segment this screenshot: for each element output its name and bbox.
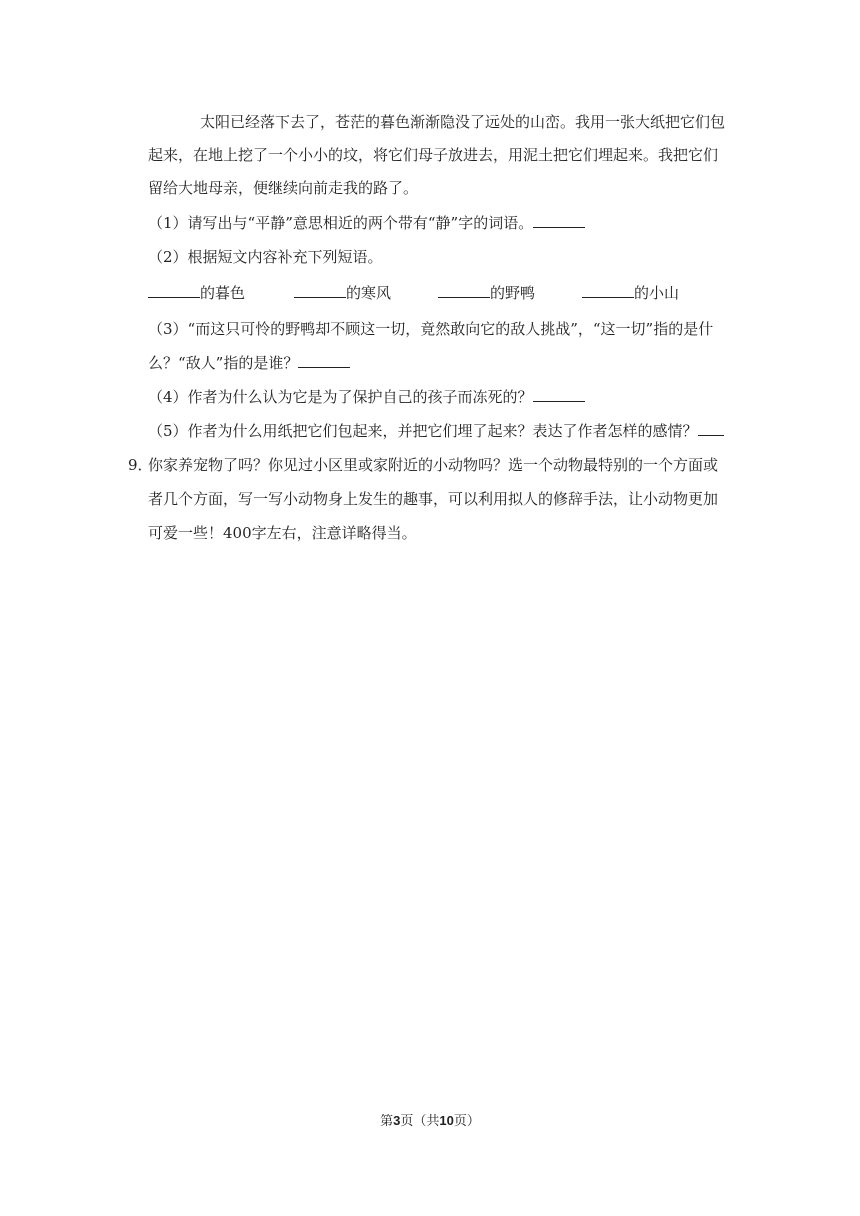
fill-label: 的小山: [634, 284, 680, 302]
question-9-line-2: 者几个方面，写一写小动物身上发生的趣事，可以利用拟人的修辞手法，让小动物更加: [148, 490, 719, 508]
answer-blank[interactable]: [148, 283, 200, 298]
question-9-number: 9．: [128, 456, 153, 474]
footer-total-pages: 10: [439, 1113, 454, 1128]
question-4-text: （4）作者为什么认为它是为了保护自己的孩子而冻死的？: [148, 388, 533, 406]
answer-blank[interactable]: [698, 421, 724, 436]
footer-suffix: 页）: [453, 1114, 480, 1129]
question-9-line-3: 可爱一些！400字左右，注意详略得当。: [148, 524, 417, 542]
passage-line-2: 起来，在地上挖了一个小小的坟，将它们母子放进去，用泥土把它们埋起来。我把它们: [148, 146, 719, 164]
question-2: （2）根据短文内容补充下列短语。: [148, 248, 383, 266]
question-5: [148, 421, 738, 441]
fill-item-1: [148, 283, 245, 303]
question-1-text: （1）请写出与“平静”意思相近的两个带有“静”字的词语。: [148, 214, 534, 232]
fill-item-4: [582, 283, 679, 303]
question-1: [148, 213, 738, 233]
footer-prefix: 第: [380, 1114, 394, 1129]
passage-line-1: 太阳已经落下去了，苍茫的暮色渐渐隐没了远处的山峦。我用一张大纸把它们包: [200, 113, 726, 131]
answer-blank[interactable]: [533, 387, 585, 402]
question-3-line-2: [148, 353, 738, 373]
footer-middle: 页（共: [400, 1114, 440, 1129]
question-3-line-1: （3）“而这只可怜的野鸭却不顾这一切，竟然敢向它的敌人挑战”，“这一切”指的是什: [148, 320, 714, 338]
question-4: [148, 387, 738, 407]
answer-blank[interactable]: [438, 283, 490, 298]
page-footer: [0, 1112, 860, 1131]
question-9-line-1: 你家养宠物了吗？你见过小区里或家附近的小动物吗？选一个动物最特别的一个方面或: [148, 456, 719, 474]
answer-blank[interactable]: [533, 213, 585, 228]
fill-label: 的寒风: [346, 284, 392, 302]
answer-blank[interactable]: [582, 283, 634, 298]
question-3-text: 么？“敌人”指的是谁？: [148, 354, 299, 372]
passage-line-3: 留给大地母亲，便继续向前走我的路了。: [148, 179, 419, 197]
fill-item-2: [294, 283, 391, 303]
answer-blank[interactable]: [294, 283, 346, 298]
question-5-text: （5）作者为什么用纸把它们包起来，并把它们埋了起来？表达了作者怎样的感情？: [148, 422, 698, 440]
fill-label: 的野鸭: [490, 284, 536, 302]
answer-blank[interactable]: [298, 353, 350, 368]
fill-item-3: [438, 283, 535, 303]
fill-label: 的暮色: [200, 284, 246, 302]
footer-page-number: 3: [393, 1113, 401, 1128]
